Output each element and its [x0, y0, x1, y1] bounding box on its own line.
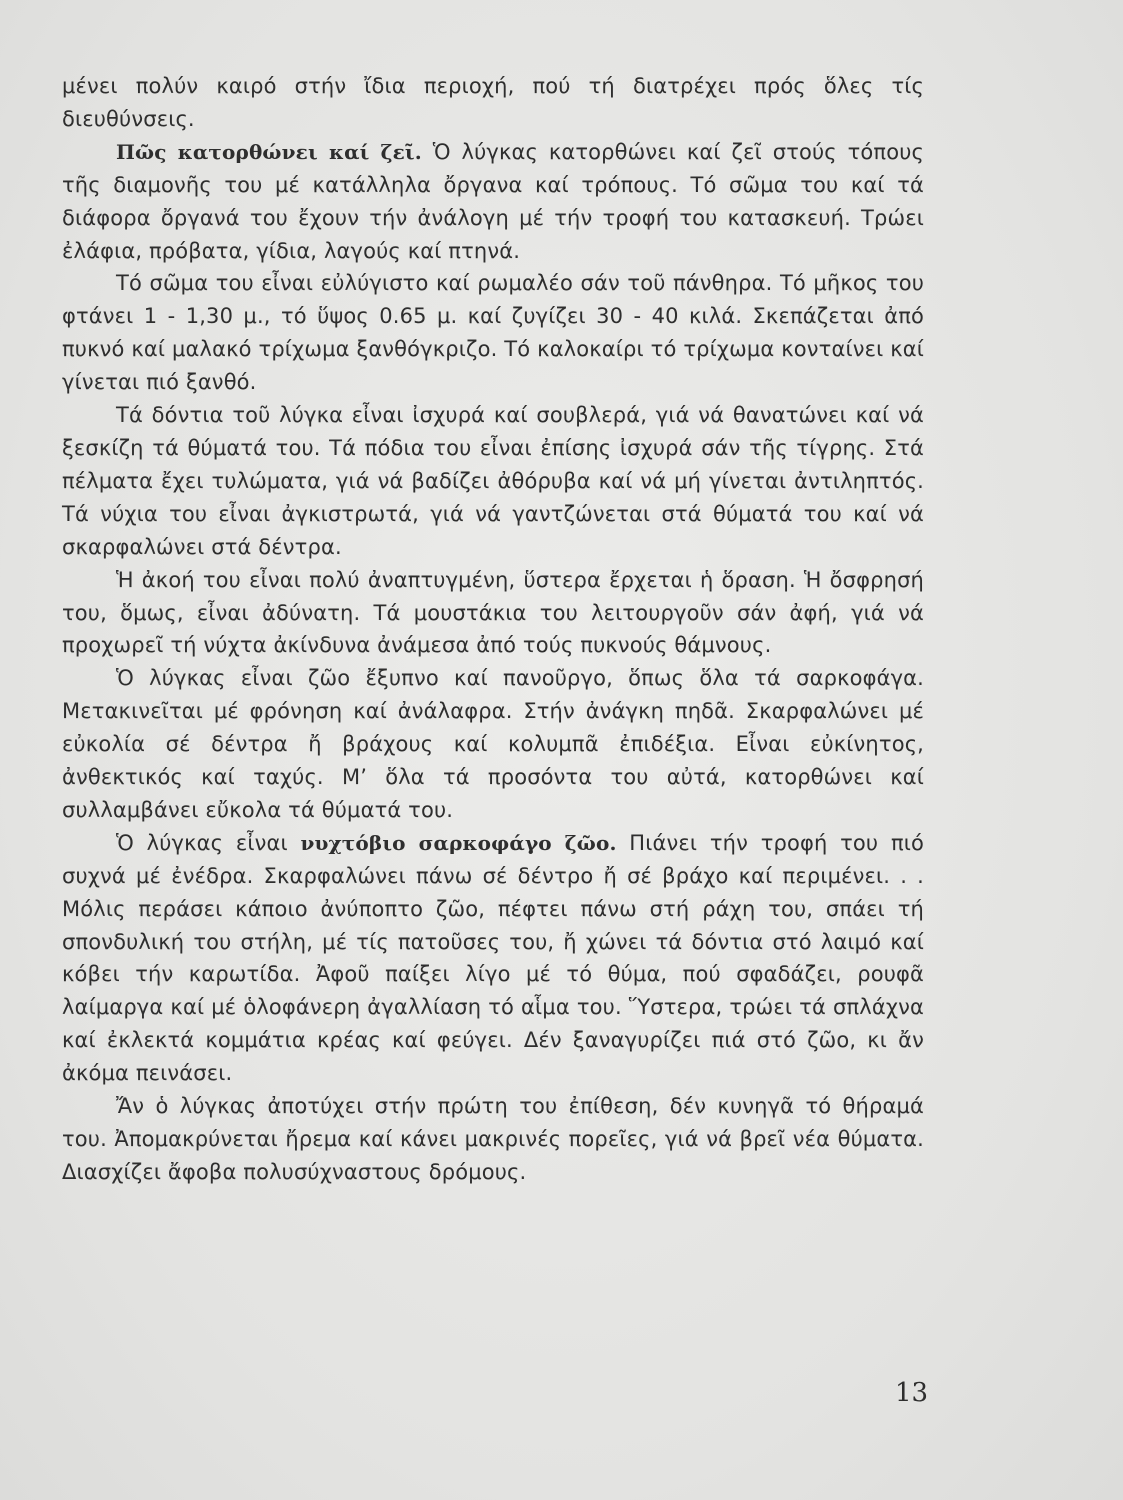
section-heading: Πῶς κατορθώνει καί ζεῖ.: [116, 139, 422, 164]
body-text: [62, 70, 924, 1189]
paragraph-1: μένει πολύν καιρό στήν ἴδια περιοχή, πού τή διατρέχει πρός ὅλες τίς διευθύνσεις.: [62, 74, 924, 131]
paragraph-2: Πῶς κατορθώνει καί ζεῖ. Ὁ λύγκας κατορθώνει καί ζεῖ στούς τόπους τῆς διαμονῆς του μέ κατάλληλα ὄργανα καί τρόπους. Τό σῶμα του καί τά διάφορα ὄργανά του ἔχουν τήν ἀνάλογη μέ τήν τροφή του κατασκευή. Τρώει ἐλάφια, πρόβατα, γίδια, λαγούς καί πτηνά.: [62, 139, 924, 263]
paragraph-3: Τό σῶμα του εἶναι εὐλύγιστο καί ρωμαλέο σάν τοῦ πάνθηρα. Τό μῆκος του φτάνει 1 - 1,30 μ., τό ὕψος 0.65 μ. καί ζυγίζει 30 - 40 κιλά. Σκεπάζεται ἀπό πυκνό καί μαλακό τρίχωμα ξανθόγκριζο. Τό καλοκαίρι τό τρίχωμα κονταίνει καί γίνεται πιό ξανθό.: [62, 271, 924, 395]
paragraph-7: Ὁ λύγκας εἶναι νυχτόβιο σαρκοφάγο ζῶο. Πιάνει τήν τροφή του πιό συχνά μέ ἐνέδρα. Σκαρφαλώνει πάνω σέ δέντρο ἤ σέ βράχο καί περιμένει. . . Μόλις περάσει κάποιο ἀνύποπτο ζῶο, πέφτει πάνω στή ράχη του, σπάει τή σπονδυλική του στήλη, μέ τίς πατοῦσες του, ἤ χώνει τά δόντια στό λαιμό καί κόβει τήν καρωτίδα. Ἀφοῦ παίξει λίγο μέ τό θύμα, πού σφαδάζει, ρουφᾶ λαίμαργα καί μέ ὁλοφάνερη ἀγαλλίαση τό αἷμα του. Ὕστερα, τρώει τά σπλάχνα καί ἐκλεκτά κομμάτια κρέας καί φεύγει. Δέν ξαναγυρίζει πιά στό ζῶο, κι ἄν ἀκόμα πεινάσει.: [62, 830, 924, 1086]
paragraph-5: Ἡ ἀκοή του εἶναι πολύ ἀναπτυγμένη, ὕστερα ἔρχεται ἡ ὅραση. Ἡ ὄσφρησή του, ὅμως, εἶναι ἀδύνατη. Τά μουστάκια του λειτουργοῦν σάν ἀφή, γιά νά προχωρεῖ τή νύχτα ἀκίνδυνα ἀνάμεσα ἀπό τούς πυκνούς θάμνους.: [62, 567, 924, 658]
page-number: 13: [895, 1378, 929, 1408]
emphasized-phrase: νυχτόβιο σαρκοφάγο ζῶο.: [300, 830, 617, 855]
paragraph-6: Ὁ λύγκας εἶναι ζῶο ἔξυπνο καί πανοῦργο, ὅπως ὅλα τά σαρκοφάγα. Μετακινεῖται μέ φρόνηση καί ἀνάλαφρα. Στήν ἀνάγκη πηδᾶ. Σκαρφαλώνει μέ εὐκολία σέ δέντρα ἤ βράχους καί κολυμπᾶ ἐπιδέξια. Εἶναι εὐκίνητος, ἀνθεκτικός καί ταχύς. Μ’ ὅλα τά προσόντα του αὐτά, κατορθώνει καί συλλαμβάνει εὔκολα τά θύματά του.: [62, 666, 924, 822]
paragraph-8: Ἄν ὁ λύγκας ἀποτύχει στήν πρώτη του ἐπίθεση, δέν κυνηγᾶ τό θήραμά του. Ἀπομακρύνεται ἤρεμα καί κάνει μακρινές πορεῖες, γιά νά βρεῖ νέα θύματα. Διασχίζει ἄφοβα πολυσύχναστους δρόμους.: [62, 1094, 924, 1184]
paragraph-4: Τά δόντια τοῦ λύγκα εἶναι ἰσχυρά καί σουβλερά, γιά νά θανατώνει καί νά ξεσκίζη τά θύματά του. Τά πόδια του εἶναι ἐπίσης ἰσχυρά σάν τῆς τίγρης. Στά πέλματα ἔχει τυλώματα, γιά νά βαδίζει ἀθόρυβα καί νά μή γίνεται ἀντιληπτός. Τά νύχια του εἶναι ἀγκιστρωτά, γιά νά γαντζώνεται στά θύματά του καί νά σκαρφαλώνει στά δέντρα.: [62, 403, 924, 559]
